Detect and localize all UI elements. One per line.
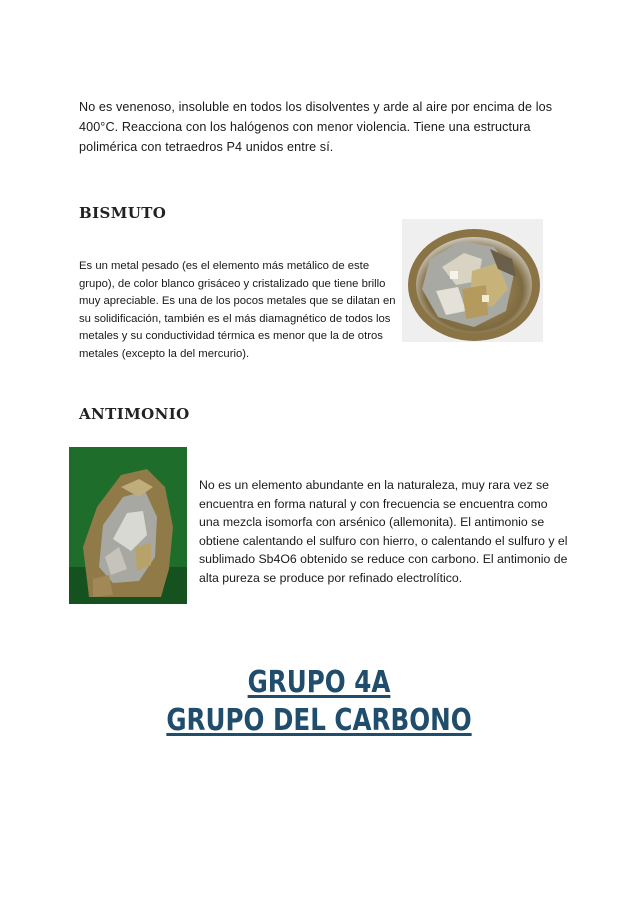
bismuto-crystal-image [402,219,543,342]
bismuto-paragraph: Es un metal pesado (es el elemento más metálico de este grupo), de color blanco grisáceo y cristalizado que tiene brillo muy apreciable. Es una de los pocos metales que se dilatan en su solidificación, también es el más diamagnético de todos los metales y su conductividad térmica es menor que la de otros metales (excepto la del mercurio). [79,260,396,360]
section-subtitle: GRUPO DEL CARBONO [166,703,472,738]
intro-paragraph: No es venenoso, insoluble en todos los disolventes y arde al aire por encima de los 400°C. Reacciona con los halógenos con menor violencia. Tiene una estructura polimérica con tetraedros P4 unidos entre sí. [79,100,553,154]
antimonio-paragraph: No es un elemento abundante en la naturaleza, muy rara vez se encuentra en forma natural y con frecuencia se encuentra como una mezcla isomorfa con arsénico (allemonita). El antimonio se obtiene calentando el sulfuro con hierro, o calentando el sulfuro y el sublimado Sb4O6 obtenido se reduce con carbono. El antimonio de alta pureza se produce por refinado electrolítico. [199,478,568,585]
section-title: GRUPO 4A [247,665,391,700]
heading-bismuto: BISMUTO [79,204,167,222]
antimonio-mineral-image [69,447,187,604]
heading-antimonio: ANTIMONIO [79,405,190,423]
